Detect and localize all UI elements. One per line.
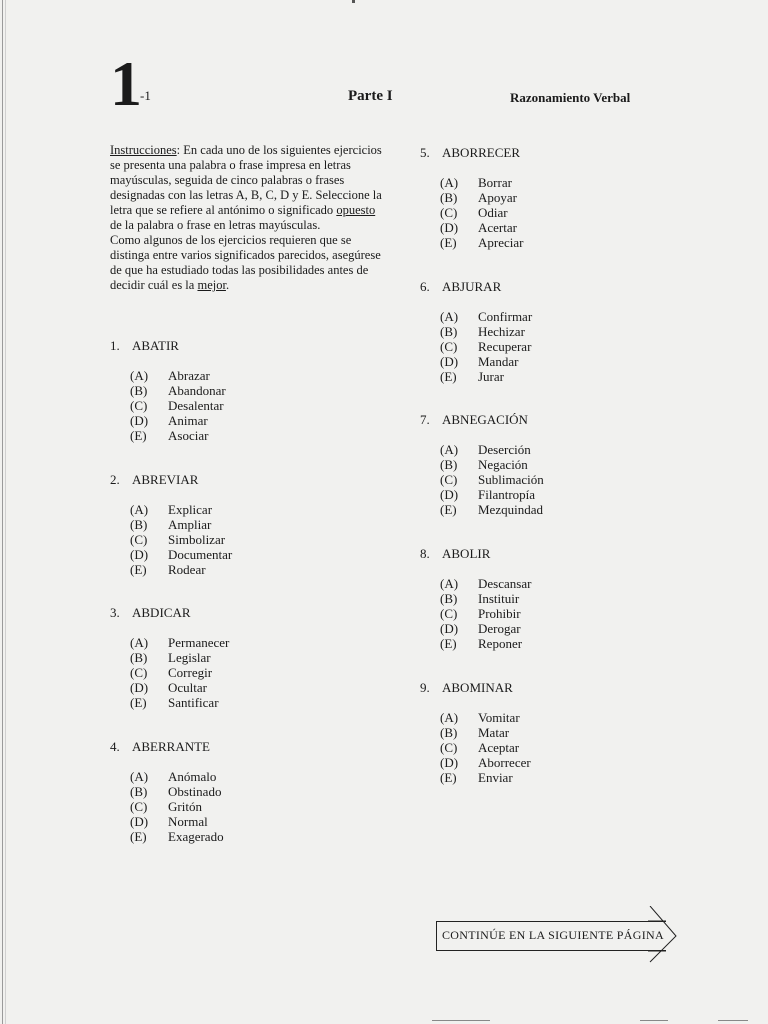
- option-text: Documentar: [168, 547, 233, 562]
- option-letter: (B): [440, 190, 458, 205]
- option-e[interactable]: [440, 235, 523, 250]
- question-4: [110, 739, 224, 844]
- option-a[interactable]: [440, 175, 523, 190]
- option-letter: (C): [440, 606, 458, 621]
- option-b[interactable]: [440, 457, 544, 472]
- option-b[interactable]: [440, 725, 531, 740]
- option-letter: (A): [440, 442, 459, 457]
- opuesto-underlined: opuesto: [336, 203, 376, 217]
- section-number: 1: [110, 48, 142, 119]
- option-letter: (B): [130, 383, 148, 398]
- option-text: Descansar: [478, 576, 532, 591]
- option-letter: (E): [130, 562, 147, 577]
- question-number: 6.: [420, 279, 430, 294]
- option-text: Apoyar: [478, 190, 517, 205]
- question-header: [420, 680, 531, 695]
- option-letter: (E): [130, 428, 147, 443]
- option-e[interactable]: [130, 829, 224, 844]
- option-list: [440, 309, 532, 384]
- option-b[interactable]: [130, 383, 226, 398]
- option-c[interactable]: [440, 606, 531, 621]
- option-list: [130, 769, 224, 844]
- option-text: Apreciar: [478, 235, 524, 250]
- section-suffix: -1: [140, 88, 151, 103]
- option-text: Explicar: [168, 502, 213, 517]
- option-e[interactable]: [130, 428, 226, 443]
- question-word: ABATIR: [132, 338, 179, 353]
- option-letter: (C): [130, 799, 148, 814]
- scan-edge-line: [2, 0, 3, 1024]
- instructions-paragraph-1: [110, 143, 382, 233]
- question-2: [110, 472, 232, 577]
- option-letter: (D): [440, 621, 459, 636]
- option-c[interactable]: [440, 740, 531, 755]
- option-d[interactable]: [440, 755, 531, 770]
- option-letter: (E): [440, 369, 457, 384]
- option-text: Aceptar: [478, 740, 520, 755]
- option-list: [440, 442, 544, 517]
- option-letter: (B): [130, 784, 148, 799]
- instructions-paragraph-2: [110, 233, 382, 293]
- option-text: Abrazar: [168, 368, 210, 383]
- option-text: Derogar: [478, 621, 521, 636]
- option-text: Obstinado: [168, 784, 222, 799]
- option-c[interactable]: [130, 398, 226, 413]
- option-text: Reponer: [478, 636, 523, 651]
- question-word: ABOLIR: [442, 546, 491, 561]
- option-e[interactable]: [440, 502, 544, 517]
- option-b[interactable]: [440, 324, 532, 339]
- option-letter: (A): [440, 576, 459, 591]
- option-letter: (A): [440, 710, 459, 725]
- option-letter: (A): [440, 175, 459, 190]
- option-c[interactable]: [440, 472, 544, 487]
- option-letter: (B): [130, 517, 148, 532]
- option-text: Corregir: [168, 665, 213, 680]
- topic-title: Razonamiento Verbal: [510, 90, 631, 105]
- option-letter: (E): [130, 829, 147, 844]
- question-number: 2.: [110, 472, 120, 487]
- option-a[interactable]: [440, 576, 531, 591]
- option-text: Matar: [478, 725, 510, 740]
- option-letter: (B): [440, 591, 458, 606]
- question-header: [110, 739, 224, 754]
- option-c[interactable]: [130, 799, 224, 814]
- option-text: Ampliar: [168, 517, 212, 532]
- question-word: ABORRECER: [442, 145, 521, 160]
- scan-edge-line: [5, 0, 6, 1024]
- option-letter: (D): [130, 413, 149, 428]
- option-e[interactable]: [130, 562, 232, 577]
- question-9: [420, 680, 531, 785]
- option-text: Hechizar: [478, 324, 525, 339]
- option-list: [440, 710, 531, 785]
- question-header: [110, 472, 232, 487]
- question-1: [110, 338, 226, 443]
- question-number: 1.: [110, 338, 120, 353]
- question-header: [110, 338, 226, 353]
- option-e[interactable]: [440, 770, 531, 785]
- option-text: Confirmar: [478, 309, 533, 324]
- question-word: ABJURAR: [442, 279, 502, 294]
- question-number: 5.: [420, 145, 430, 160]
- question-header: [110, 605, 229, 620]
- scan-mark: [352, 0, 355, 3]
- option-text: Ocultar: [168, 680, 207, 695]
- option-text: Borrar: [478, 175, 512, 190]
- instructions-text: .: [225, 278, 230, 292]
- option-letter: (C): [440, 740, 458, 755]
- question-header: [420, 145, 523, 160]
- option-text: Aborrecer: [478, 755, 531, 770]
- option-letter: (E): [440, 770, 457, 785]
- option-c[interactable]: [130, 532, 232, 547]
- option-letter: (B): [440, 457, 458, 472]
- question-6: [420, 279, 532, 384]
- option-text: Exagerado: [168, 829, 224, 844]
- option-text: Anómalo: [168, 769, 217, 784]
- question-header: [420, 279, 532, 294]
- option-letter: (A): [130, 368, 149, 383]
- option-list: [440, 576, 531, 651]
- option-a[interactable]: [440, 309, 532, 324]
- scan-mark: [640, 1020, 668, 1021]
- option-text: Animar: [168, 413, 208, 428]
- option-c[interactable]: [440, 205, 523, 220]
- option-text: Santificar: [168, 695, 219, 710]
- option-a[interactable]: [130, 635, 229, 650]
- question-word: ABDICAR: [132, 605, 191, 620]
- option-d[interactable]: [130, 814, 224, 829]
- option-text: Sublimación: [478, 472, 544, 487]
- mejor-underlined: mejor: [197, 278, 226, 292]
- instructions-text: de la palabra o frase en letras mayúsculas.: [110, 218, 321, 232]
- option-text: Enviar: [478, 770, 513, 785]
- option-text: Negación: [478, 457, 528, 472]
- option-a[interactable]: [440, 710, 531, 725]
- option-letter: (A): [130, 502, 149, 517]
- option-e[interactable]: [130, 695, 229, 710]
- question-header: [420, 412, 544, 427]
- option-list: [130, 368, 226, 443]
- option-letter: (A): [440, 309, 459, 324]
- option-list: [440, 175, 523, 250]
- option-letter: (D): [130, 814, 149, 829]
- option-letter: (A): [130, 635, 149, 650]
- scan-mark: [718, 1020, 748, 1021]
- question-3: [110, 605, 229, 710]
- option-b[interactable]: [440, 190, 523, 205]
- option-d[interactable]: [130, 680, 229, 695]
- option-b[interactable]: [130, 517, 232, 532]
- option-letter: (C): [440, 205, 458, 220]
- option-letter: (D): [440, 487, 459, 502]
- option-letter: (B): [130, 650, 148, 665]
- question-word: ABREVIAR: [132, 472, 199, 487]
- option-text: Filantropía: [478, 487, 536, 502]
- question-5: [420, 145, 523, 250]
- option-text: Prohibir: [478, 606, 521, 621]
- question-number: 3.: [110, 605, 120, 620]
- option-text: Asociar: [168, 428, 209, 443]
- option-text: Permanecer: [168, 635, 230, 650]
- option-letter: (E): [440, 235, 457, 250]
- option-e[interactable]: [440, 369, 532, 384]
- option-letter: (C): [130, 665, 148, 680]
- option-text: Acertar: [478, 220, 517, 235]
- question-word: ABNEGACIÓN: [442, 412, 528, 427]
- question-header: [420, 546, 531, 561]
- option-text: Instituir: [478, 591, 520, 606]
- option-text: Mandar: [478, 354, 519, 369]
- option-text: Mezquindad: [478, 502, 543, 517]
- option-letter: (E): [440, 636, 457, 651]
- instructions-text: Como algunos de los ejercicios requieren que se distinga entre varios significados parecidos, asegúrese de que ha estudiado todas las posibilidades antes de decidir cuál es la: [110, 233, 381, 292]
- part-title: Parte I: [348, 88, 393, 104]
- option-letter: (C): [440, 339, 458, 354]
- instructions-block: [110, 143, 382, 293]
- option-letter: (B): [440, 725, 458, 740]
- option-list: [130, 502, 232, 577]
- question-8: [420, 546, 531, 651]
- option-c[interactable]: [130, 665, 229, 680]
- option-letter: (D): [440, 755, 459, 770]
- option-text: Vomitar: [478, 710, 520, 725]
- option-letter: (E): [130, 695, 147, 710]
- option-text: Odiar: [478, 205, 508, 220]
- option-text: Jurar: [478, 369, 504, 384]
- question-word: ABOMINAR: [442, 680, 513, 695]
- option-letter: (D): [440, 220, 459, 235]
- continue-label[interactable]: CONTINÚE EN LA SIGUIENTE PÁGINA: [442, 928, 664, 942]
- option-text: Abandonar: [168, 383, 226, 398]
- option-a[interactable]: [130, 502, 232, 517]
- option-letter: (A): [130, 769, 149, 784]
- question-number: 8.: [420, 546, 430, 561]
- option-c[interactable]: [440, 339, 532, 354]
- option-text: Recuperar: [478, 339, 532, 354]
- question-number: 9.: [420, 680, 430, 695]
- option-a[interactable]: [130, 368, 226, 383]
- option-text: Legislar: [168, 650, 211, 665]
- question-number: 7.: [420, 412, 430, 427]
- option-d[interactable]: [440, 487, 544, 502]
- option-d[interactable]: [440, 354, 532, 369]
- option-letter: (C): [440, 472, 458, 487]
- question-word: ABERRANTE: [132, 739, 210, 754]
- instructions-label: Instrucciones: [110, 143, 177, 157]
- option-d[interactable]: [130, 547, 232, 562]
- option-b[interactable]: [130, 784, 224, 799]
- option-letter: (B): [440, 324, 458, 339]
- option-d[interactable]: [440, 621, 531, 636]
- question-number: 4.: [110, 739, 120, 754]
- option-d[interactable]: [440, 220, 523, 235]
- option-letter: (E): [440, 502, 457, 517]
- option-e[interactable]: [440, 636, 531, 651]
- option-letter: (D): [130, 547, 149, 562]
- option-letter: (D): [440, 354, 459, 369]
- instructions-text: : En cada uno de los siguientes ejercicios se presenta una palabra o frase impresa en letras mayúsculas, seguida de cinco palabras o frases designadas con las letras A, B, C, D y E. Seleccione la letra que se refiere al antónimo o significado: [110, 143, 382, 217]
- option-text: Simbolizar: [168, 532, 226, 547]
- option-text: Desalentar: [168, 398, 224, 413]
- option-list: [130, 635, 229, 710]
- option-a[interactable]: [130, 769, 224, 784]
- option-a[interactable]: [440, 442, 544, 457]
- option-letter: (C): [130, 532, 148, 547]
- question-7: [420, 412, 544, 517]
- option-d[interactable]: [130, 413, 226, 428]
- option-text: Deserción: [478, 442, 531, 457]
- option-letter: (D): [130, 680, 149, 695]
- option-b[interactable]: [440, 591, 531, 606]
- option-text: Normal: [168, 814, 208, 829]
- scan-mark: [432, 1020, 490, 1021]
- option-text: Rodear: [168, 562, 206, 577]
- option-b[interactable]: [130, 650, 229, 665]
- option-letter: (C): [130, 398, 148, 413]
- option-text: Gritón: [168, 799, 202, 814]
